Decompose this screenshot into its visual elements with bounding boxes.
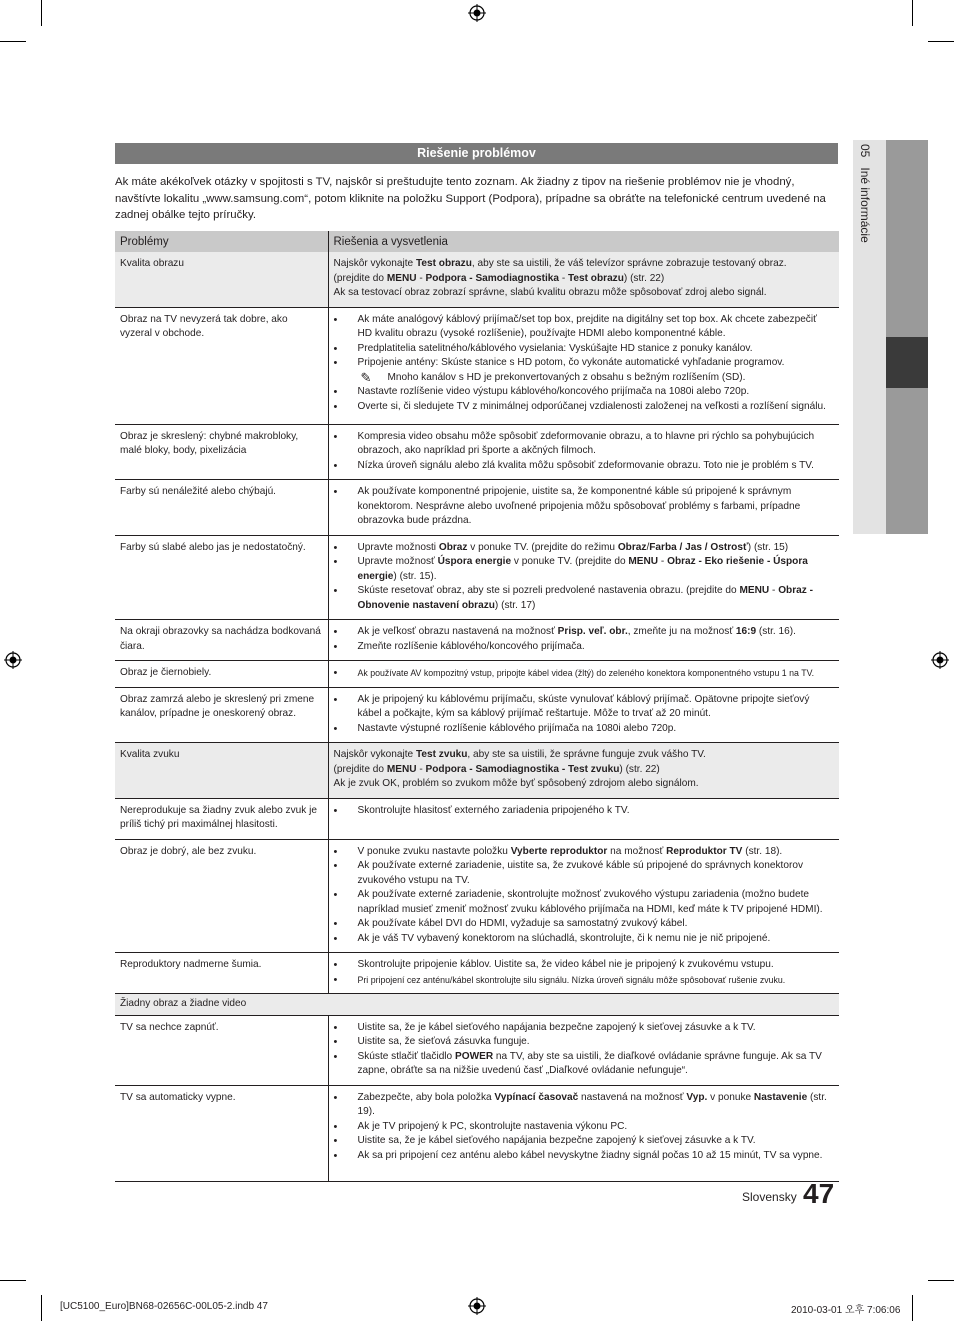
footer-timestamp: 2010-03-01 오후 7:06:06: [791, 1305, 901, 1316]
solution-cell: • Ak je pripojený ku káblovému prijímaču, skúste vynulovať káblový prijímač. Opätovne pripojte sieťový kábel a počkajte, kým sa káblový prijímač reštartuje. Môže to trvať až 20 minút. • Nastavte výstupné rozlíšenie káblového prijímača na 1080i alebo 720p.: [328, 687, 839, 743]
registration-mark-icon: [4, 651, 22, 669]
solution-cell: • Skontrolujte hlasitosť externého zariadenia pripojeného k TV.: [328, 798, 839, 839]
solution-cell: • Ak je veľkosť obrazu nastavená na možnosť Prisp. veľ. obr., zmeňte ju na možnosť 16:9 (str. 16). • Zmeňte rozlíšenie káblového/koncového prijímača.: [328, 620, 839, 661]
solution-cell: • Kompresia video obsahu môže spôsobiť zdeformovanie obrazu, a to hlavne pri rýchlo sa pohybujúcich obrazoch, ako napríklad pri športe a akčných filmoch. • Nízka úroveň signálu alebo zlá kvalita môžu spôsobiť zdeformovanie obrazu. Toto nie je problém s TV.: [328, 424, 839, 480]
problem-cell: Nereprodukuje sa žiadny zvuk alebo zvuk je príliš tichý pri maximálnej hlasitosti.: [115, 798, 328, 839]
problem-cell: TV sa automaticky vypne.: [115, 1085, 328, 1181]
intro-paragraph: Ak máte akékoľvek otázky v spojitosti s TV, najskôr si preštudujte tento zoznam. Ak žiadny z tipov na riešenie problémov nie je vhodný, navštívte lokalitu „www.samsung.com“, potom kliknite na položku Support (Podpora), prípadne sa obráťte na telefonické centrum uvedené na zadnej obálke tejto príručky.: [115, 176, 826, 222]
table-row: [115, 839, 839, 953]
problem-cell: Reproduktory nadmerne šumia.: [115, 953, 328, 994]
table-row: [115, 535, 839, 620]
crop-mark: [41, 0, 42, 26]
table-row: [115, 620, 839, 661]
solution-cell: • Skontrolujte pripojenie káblov. Uistite sa, že video kábel nie je pripojený k zvukovému vstupu. • Pri pripojení cez anténu/kábel skontrolujte silu signálu. Nízka úroveň signálu môže spôsobovať rušenie zvuku.: [328, 953, 839, 994]
solution-cell: Najskôr vykonajte Test obrazu, aby ste sa uistili, že váš televízor správne zobrazuje testovaný obraz. (prejdite do MENU - Podpora - Samodiagnostika - Test obrazu) (str. 22) Ak sa testovací obraz zobrazí správne, slabú kvalitu obrazu môže spôsobovať zdroj alebo signál.: [328, 252, 839, 307]
problem-cell: Kvalita zvuku: [115, 743, 328, 799]
problem-cell: Farby sú nenáležité alebo chýbajú.: [115, 480, 328, 536]
problem-cell: Obraz je dobrý, ale bez zvuku.: [115, 839, 328, 953]
registration-mark-icon: [468, 4, 486, 22]
header-problems: Problémy: [115, 231, 328, 252]
table-row: [115, 252, 839, 307]
problem-cell: TV sa nechce zapnúť.: [115, 1015, 328, 1085]
problem-cell: Obraz zamrzá alebo je skreslený pri zmene kanálov, prípadne je oneskorený obraz.: [115, 687, 328, 743]
table-row: [115, 953, 839, 994]
table-row: [115, 687, 839, 743]
chapter-number: 05: [858, 144, 872, 158]
table-row: [115, 480, 839, 536]
solution-cell: • Upravte možnosti Obraz v ponuke TV. (prejdite do režimu Obraz/Farba / Jas / Ostrosť) (str. 15) • Upravte možnosť Úspora energie v ponuke TV. (prejdite do MENU - Obraz - Eko riešenie - Úspora energie) (str. 15). • Skúste resetovať obraz, aby ste si pozreli predvolené nastavenia obrazu. (prejdite do MENU - Obraz - Obnovenie nastavení obrazu) (str. 17): [328, 535, 839, 620]
solution-cell: • V ponuke zvuku nastavte položku Vyberte reproduktor na možnosť Reproduktor TV (str. 18). • Ak používate externé zariadenie, uistite sa, že zvukové káble sú pripojené do správnych konektorov zvukového vstupu na TV. • Ak používate externé zariadenie, skontrolujte možnosť zvukového výstupu zariadenia (možno budete napríklad musieť zmeniť možnosť zvuku káblového prijímača na HDMI, keď máte k TV pripojené HDMI). • Ak používate kábel DVI do HDMI, vyžaduje sa samostatný zvukový kábel. • Ak je váš TV vybavený konektorom na slúchadlá, skontrolujte, či k nemu nie je nič pripojené.: [328, 839, 839, 953]
page-number: 47: [803, 1178, 835, 1209]
footer-filename: [UC5100_Euro]BN68-02656C-00L05-2.indb 47: [60, 1301, 268, 1312]
chapter-title: Iné informácie: [858, 167, 872, 243]
crop-mark: [0, 41, 26, 42]
table-row: [115, 307, 839, 424]
problem-cell: Obraz je čiernobiely.: [115, 661, 328, 688]
chapter-tab-label: [858, 144, 872, 243]
table-header-row: [115, 231, 839, 252]
problem-cell: Obraz je skreslený: chybné makrobloky, malé bloky, body, pixelizácia: [115, 424, 328, 480]
table-row: [115, 798, 839, 839]
crop-mark: [928, 41, 954, 42]
crop-mark: [912, 0, 913, 26]
solution-cell: • Ak používate komponentné pripojenie, uistite sa, že komponentné káble sú pripojené k správnym konektorom. Nesprávne alebo uvoľnené pripojenia môžu spôsobovať problémy s farbami, prípadne obrazovka bude prázdna.: [328, 480, 839, 536]
solution-cell: • Ak máte analógový káblový prijímač/set top box, prejdite na digitálny set top box. Ak chcete zabezpečiť HD kvalitu obrazu (vysoké rozlíšenie), používajte HDMI alebo komponentné káble. • Predplatitelia satelitného/káblového vysielania: Vyskúšajte HD stanice z ponuky kanálov. • Pripojenie antény: Skúste stanice s HD potom, čo vykonáte automatické vyhľadanie programov. ✎ Mnoho kanálov s HD je prekonvertovaných z obsahu s bežným rozlíšením (SD). • Nastavte rozlíšenie video výstupu káblového/koncového prijímača na 1080i alebo 720p. • Overte si, či sledujete TV z minimálnej odporúčanej vzdialenosti založenej na veľkosti a rozlíšení signálu.: [328, 307, 839, 424]
page-language: Slovensky: [742, 1190, 797, 1204]
table-row: [115, 743, 839, 799]
table-row: [115, 661, 839, 688]
registration-mark-icon: [931, 651, 949, 669]
chapter-tab-marker: [886, 337, 928, 388]
table-row: [115, 1015, 839, 1085]
crop-mark: [41, 1295, 42, 1321]
solution-cell: • Ak používate AV kompozitný vstup, pripojte kábel videa (žltý) do zeleného konektora komponentného vstupu 1 na TV.: [328, 661, 839, 688]
group-heading: Žiadny obraz a žiadne video: [115, 994, 839, 1016]
problem-cell: Kvalita obrazu: [115, 252, 328, 307]
solution-cell: • Uistite sa, že je kábel sieťového napájania bezpečne zapojený k sieťovej zásuvke a k TV. • Uistite sa, že sieťová zásuvka funguje. • Skúste stlačiť tlačidlo POWER na TV, aby ste sa uistili, že diaľkové ovládanie správne funguje. Ak sa TV zapne, obráťte sa na nižšie uvedenú časť „Diaľkové ovládanie nefunguje“.: [328, 1015, 839, 1085]
table-row: [115, 424, 839, 480]
problem-cell: Farby sú slabé alebo jas je nedostatočný.: [115, 535, 328, 620]
note-icon: ✎ Mnoho kanálov s HD je prekonvertovaných z obsahu s bežným rozlíšením (SD).: [358, 371, 835, 386]
table-group-row: [115, 994, 839, 1016]
problem-cell: Na okraji obrazovky sa nachádza bodkovaná čiara.: [115, 620, 328, 661]
crop-mark: [912, 1295, 913, 1321]
header-solutions: Riešenia a vysvetlenia: [328, 231, 839, 252]
solution-cell: • Zabezpečte, aby bola položka Vypínací časovač nastavená na možnosť Vyp. v ponuke Nastavenie (str. 19). • Ak je TV pripojený k PC, skontrolujte nastavenia výkonu PC. • Uistite sa, že je kábel sieťového napájania bezpečne zapojený k sieťovej zásuvke a k TV. • Ak sa pri pripojení cez anténu alebo kábel nevyskytne žiadny signál počas 10 až 15 minút, TV sa vypne.: [328, 1085, 839, 1181]
registration-mark-icon: [468, 1297, 486, 1315]
problem-cell: Obraz na TV nevyzerá tak dobre, ako vyzeral v obchode.: [115, 307, 328, 424]
table-row: [115, 1085, 839, 1181]
crop-mark: [0, 1280, 26, 1281]
solution-cell: Najskôr vykonajte Test zvuku, aby ste sa uistili, že správne funguje zvuk vášho TV. (prejdite do MENU - Podpora - Samodiagnostika - Test zvuku) (str. 22) Ak je zvuk OK, problém so zvukom môže byť spôsobený zdrojom alebo signálom.: [328, 743, 839, 799]
troubleshooting-table: [115, 231, 839, 1182]
section-title: Riešenie problémov: [115, 143, 838, 164]
crop-mark: [928, 1280, 954, 1281]
